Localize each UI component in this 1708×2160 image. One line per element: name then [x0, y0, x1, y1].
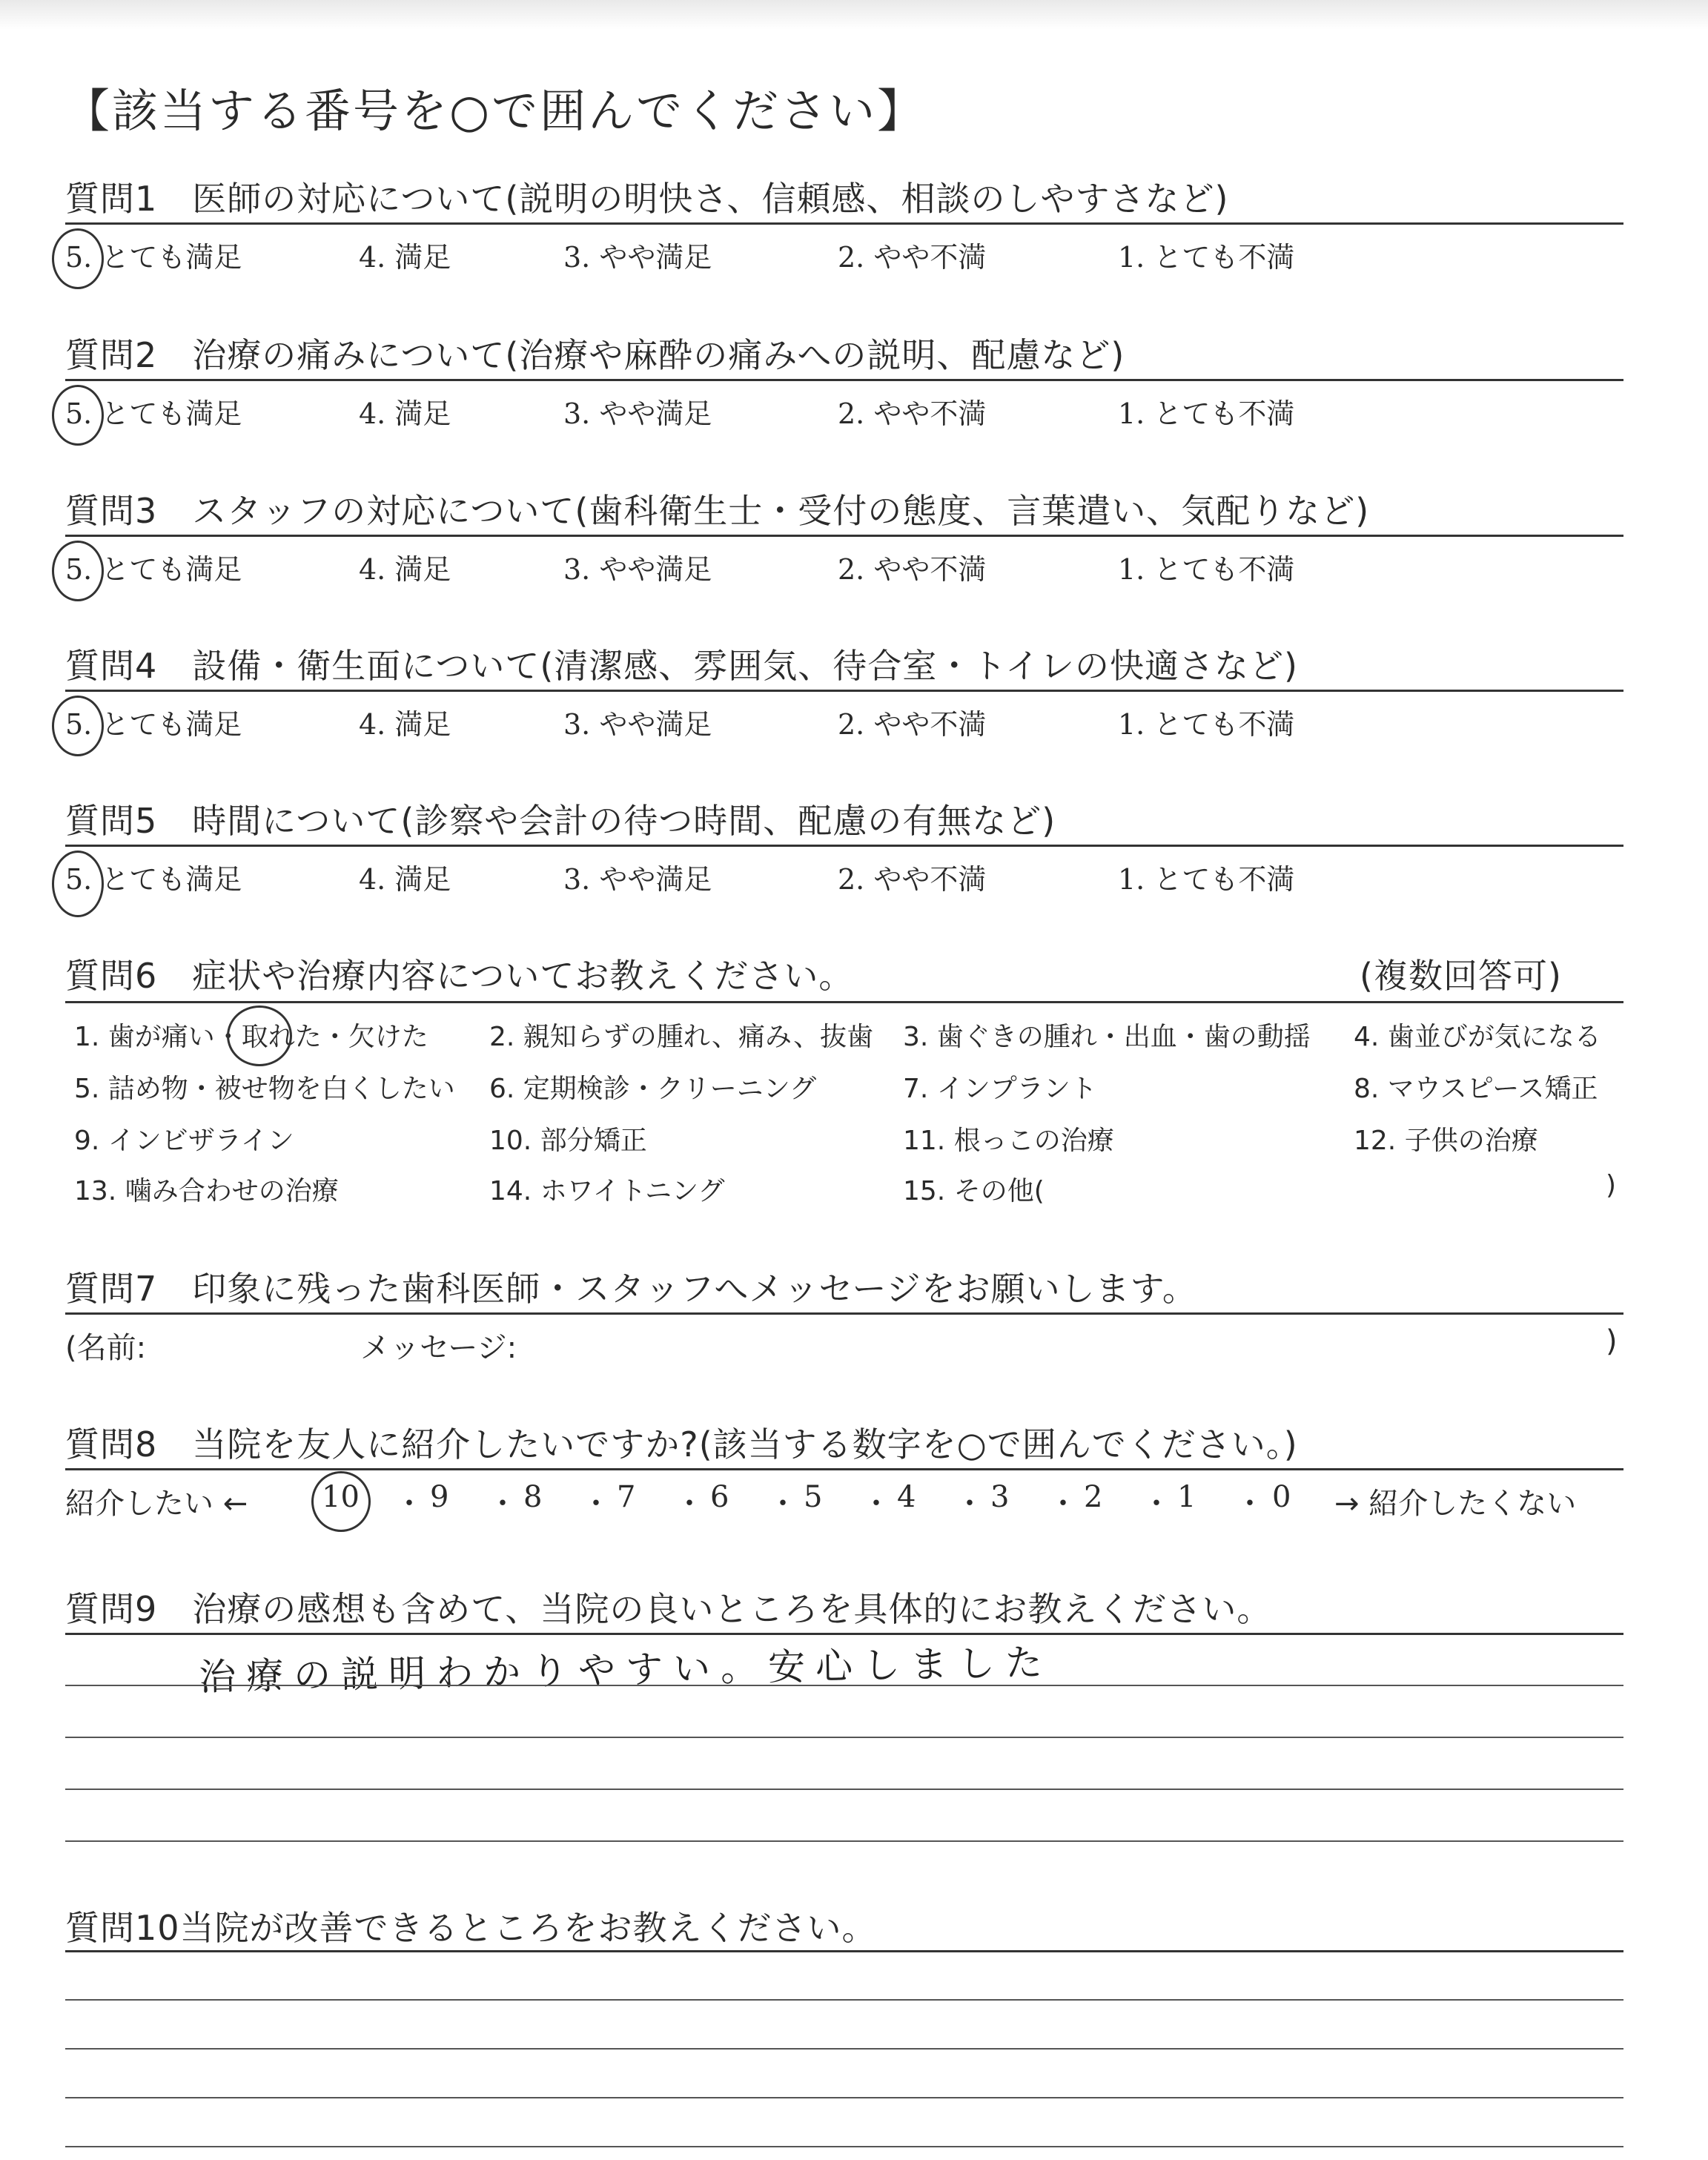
option-5[interactable]: 5. とても満足: [65, 397, 242, 430]
choice-8[interactable]: 8. マウスピース矯正: [1354, 1074, 1598, 1104]
answer-line: [65, 1840, 1623, 1842]
question-5: 質問5 時間について(診察や会計の待つ時間、配慮の有無など): [65, 801, 1056, 841]
question-4-rule: [65, 690, 1623, 692]
choice-5[interactable]: 5. 詰め物・被せ物を白くしたい: [74, 1074, 455, 1104]
question-5-rule: [65, 845, 1623, 847]
question-8-rule: [65, 1468, 1623, 1470]
question-6-rule: [65, 1001, 1623, 1003]
scale-2[interactable]: 2: [1084, 1480, 1103, 1514]
choice-3[interactable]: 3. 歯ぐきの腫れ・出血・歯の動揺: [903, 1022, 1311, 1052]
choice-12[interactable]: 12. 子供の治療: [1354, 1126, 1538, 1156]
question-4: 質問4 設備・衛生面について(清潔感、雰囲気、待合室・トイレの快適さなど): [65, 646, 1298, 686]
answer-line: [65, 1685, 1623, 1686]
option-1[interactable]: 1. とても不満: [1118, 241, 1295, 274]
choice-2[interactable]: 2. 親知らずの腫れ、痛み、抜歯: [489, 1022, 874, 1052]
multiple-answers-note: (複数回答可): [1360, 956, 1562, 996]
option-4[interactable]: 4. 満足: [359, 863, 451, 896]
scale-dot: ・: [955, 1487, 984, 1521]
answer-circle: [52, 385, 104, 446]
question-10: 質問10当院が改善できるところをお教えください。: [65, 1908, 877, 1948]
option-3[interactable]: 3. やや満足: [563, 708, 712, 741]
choice-1[interactable]: 1. 歯が痛い・取れた・欠けた: [74, 1022, 428, 1052]
scale-dot: ・: [861, 1487, 891, 1521]
scale-9[interactable]: 9: [430, 1480, 449, 1514]
form-instruction: 【該当する番号を○で囲んでください】: [64, 84, 926, 138]
option-4[interactable]: 4. 満足: [359, 241, 451, 274]
scale-dot: ・: [581, 1487, 611, 1521]
scale-dot: ・: [768, 1487, 798, 1521]
scale-4[interactable]: 4: [897, 1480, 916, 1514]
scale-10[interactable]: 10: [322, 1480, 360, 1514]
scale-dot: ・: [1142, 1487, 1171, 1521]
option-5[interactable]: 5. とても満足: [65, 863, 242, 896]
scale-8[interactable]: 8: [523, 1480, 543, 1514]
choice-14[interactable]: 14. ホワイトニング: [489, 1176, 725, 1206]
option-1[interactable]: 1. とても不満: [1118, 708, 1295, 741]
question-6: 質問6 症状や治療内容についてお教えください。: [65, 956, 854, 996]
answer-circle: [227, 1005, 292, 1066]
question-2-rule: [65, 379, 1623, 381]
handwritten-answer: 治療の説明わかりやすい。安心しました: [198, 1640, 1053, 1700]
option-1[interactable]: 1. とても不満: [1118, 397, 1295, 430]
choice-7[interactable]: 7. インプラント: [903, 1074, 1097, 1104]
scale-1[interactable]: 1: [1177, 1480, 1196, 1514]
scale-dot: ・: [1235, 1487, 1265, 1521]
option-5[interactable]: 5. とても満足: [65, 241, 242, 274]
recommend-left-label: 紹介したい ←: [65, 1487, 248, 1521]
answer-circle: [311, 1471, 371, 1532]
choice-15-close-paren: ): [1606, 1170, 1617, 1200]
answer-circle: [52, 696, 104, 756]
answer-line: [65, 1999, 1623, 2001]
scan-shadow: [0, 0, 1708, 30]
question-1-rule: [65, 222, 1623, 225]
scale-dot: ・: [1048, 1487, 1078, 1521]
question-9-rule: [65, 1633, 1623, 1635]
option-3[interactable]: 3. やや満足: [563, 397, 712, 430]
question-9: 質問9 治療の感想も含めて、当院の良いところを具体的にお教えください。: [65, 1589, 1272, 1629]
choice-6[interactable]: 6. 定期検診・クリーニング: [489, 1074, 817, 1104]
answer-line: [65, 1737, 1623, 1738]
option-2[interactable]: 2. やや不満: [838, 708, 987, 741]
scale-3[interactable]: 3: [990, 1480, 1010, 1514]
choice-11[interactable]: 11. 根っこの治療: [903, 1126, 1114, 1156]
option-1[interactable]: 1. とても不満: [1118, 553, 1295, 586]
question-1: 質問1 医師の対応について(説明の明快さ、信頼感、相談のしやすさなど): [65, 179, 1229, 219]
scale-dot: ・: [675, 1487, 704, 1521]
option-3[interactable]: 3. やや満足: [563, 241, 712, 274]
option-2[interactable]: 2. やや不満: [838, 863, 987, 896]
scale-dot: ・: [488, 1487, 517, 1521]
answer-circle: [52, 228, 104, 289]
recommend-right-label: → 紹介したくない: [1334, 1487, 1577, 1521]
option-5[interactable]: 5. とても満足: [65, 553, 242, 586]
option-1[interactable]: 1. とても不満: [1118, 863, 1295, 896]
answer-line: [65, 2097, 1623, 2098]
scale-0[interactable]: 0: [1272, 1480, 1291, 1514]
option-3[interactable]: 3. やや満足: [563, 863, 712, 896]
scale-5[interactable]: 5: [804, 1480, 823, 1514]
question-10-rule: [65, 1950, 1623, 1952]
option-2[interactable]: 2. やや不満: [838, 241, 987, 274]
question-7: 質問7 印象に残った歯科医師・スタッフへメッセージをお願いします。: [65, 1269, 1197, 1309]
question-7-rule: [65, 1312, 1623, 1315]
option-3[interactable]: 3. やや満足: [563, 553, 712, 586]
answer-line: [65, 1789, 1623, 1790]
question-2: 質問2 治療の痛みについて(治療や麻酔の痛みへの説明、配慮など): [65, 335, 1125, 375]
question-3: 質問3 スタッフの対応について(歯科衛生士・受付の態度、言葉遣い、気配りなど): [65, 491, 1370, 531]
answer-line: [65, 2146, 1623, 2147]
choice-10[interactable]: 10. 部分矯正: [489, 1126, 647, 1156]
choice-4[interactable]: 4. 歯並びが気になる: [1354, 1022, 1601, 1052]
answer-circle: [52, 541, 104, 601]
answer-circle: [52, 851, 104, 917]
message-close-paren: ): [1606, 1324, 1618, 1358]
choice-15[interactable]: 15. その他(: [903, 1176, 1045, 1206]
answer-line: [65, 2048, 1623, 2050]
choice-9[interactable]: 9. インビザライン: [74, 1126, 294, 1156]
message-label: メッセージ:: [360, 1331, 517, 1365]
option-4[interactable]: 4. 満足: [359, 397, 451, 430]
option-4[interactable]: 4. 満足: [359, 708, 451, 741]
name-label: (名前:: [65, 1331, 147, 1365]
scale-6[interactable]: 6: [710, 1480, 729, 1514]
option-2[interactable]: 2. やや不満: [838, 553, 987, 586]
option-2[interactable]: 2. やや不満: [838, 397, 987, 430]
question-3-rule: [65, 535, 1623, 537]
option-5[interactable]: 5. とても満足: [65, 708, 242, 741]
scale-7[interactable]: 7: [617, 1480, 636, 1514]
choice-13[interactable]: 13. 噛み合わせの治療: [74, 1176, 339, 1206]
scale-dot: ・: [394, 1487, 424, 1521]
option-4[interactable]: 4. 満足: [359, 553, 451, 586]
question-8: 質問8 当院を友人に紹介したいですか?(該当する数字を○で囲んでください。): [65, 1424, 1298, 1464]
